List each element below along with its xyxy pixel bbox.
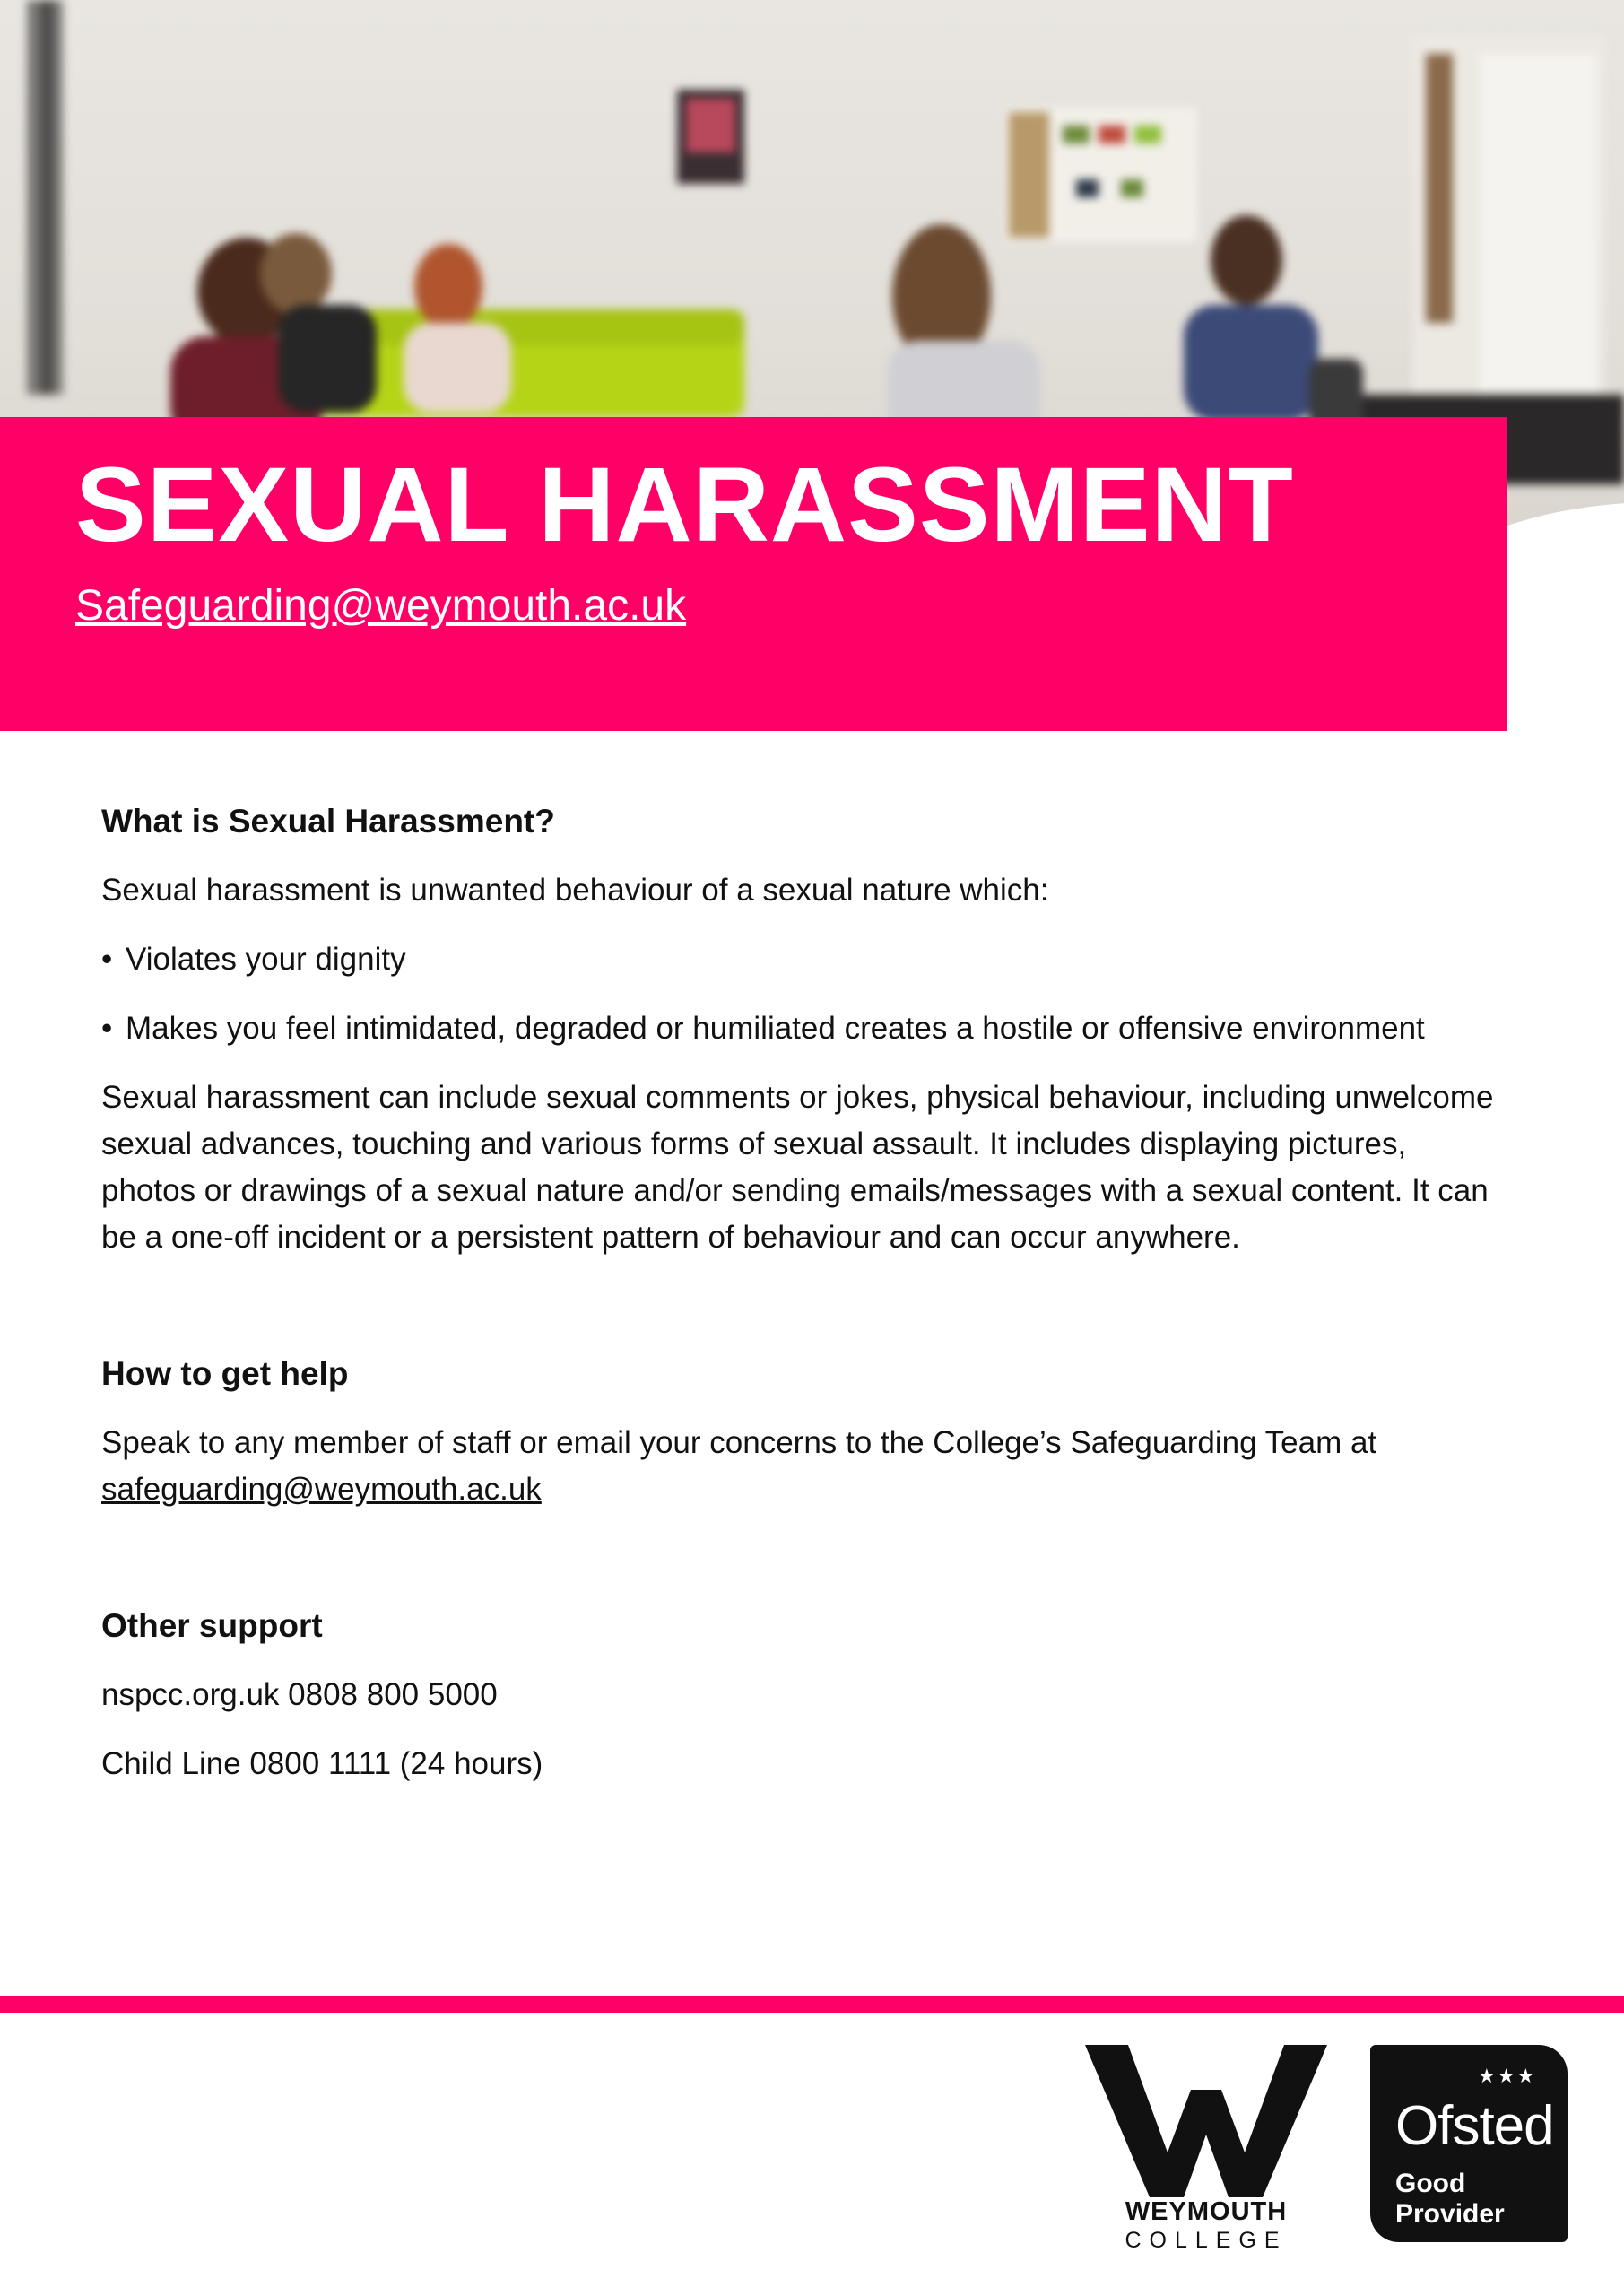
ofsted-rating: Good Provider	[1395, 2169, 1505, 2229]
bullet-icon: •	[101, 1011, 113, 1046]
list-item	[101, 936, 1500, 983]
footer-divider	[0, 1996, 1624, 2013]
bullet-text: Makes you feel intimidated, degraded or humiliated creates a hostile or offensive environment	[126, 1011, 1425, 1046]
header-email-link[interactable]: Safeguarding@weymouth.ac.uk	[75, 582, 687, 630]
w-logo-icon	[1085, 2045, 1327, 2197]
support-line-childline: Child Line 0800 1111 (24 hours)	[101, 1746, 543, 1781]
college-name: WEYMOUTH	[1125, 2197, 1288, 2226]
bullet-text: Violates your dignity	[126, 942, 406, 977]
help-text	[101, 1420, 1500, 1513]
college-subtitle: COLLEGE	[1125, 2228, 1288, 2253]
help-heading: How to get help	[101, 1355, 349, 1392]
list-item	[101, 1005, 1500, 1052]
ofsted-badge	[1370, 2045, 1568, 2242]
help-text-body: Speak to any member of staff or email your concerns to the College’s Safeguarding Team at	[101, 1425, 1377, 1460]
help-email-link[interactable]: safeguarding@weymouth.ac.uk	[101, 1472, 542, 1507]
stars-icon: ★★★	[1478, 2065, 1537, 2087]
support-heading: Other support	[101, 1607, 323, 1644]
what-intro: Sexual harassment is unwanted behaviour of a sexual nature which:	[101, 873, 1049, 908]
what-details: Sexual harassment can include sexual comments or jokes, physical behaviour, including unwelcome sexual advances, touching and various forms of sexual assault. It includes displaying pictures, photos or drawings of a sexual nature and/or sending emails/messages with a sexual content. It can be a one-off incident or a persistent pattern of behaviour and can occur anywhere.	[101, 1080, 1494, 1255]
ofsted-word: Ofsted	[1395, 2095, 1554, 2157]
bullet-icon: •	[101, 942, 113, 977]
page-title: SEXUAL HARASSMENT	[75, 446, 1294, 564]
main-content	[101, 798, 1500, 1787]
what-heading: What is Sexual Harassment?	[101, 803, 555, 839]
support-line-nspcc: nspcc.org.uk 0808 800 5000	[101, 1677, 498, 1712]
